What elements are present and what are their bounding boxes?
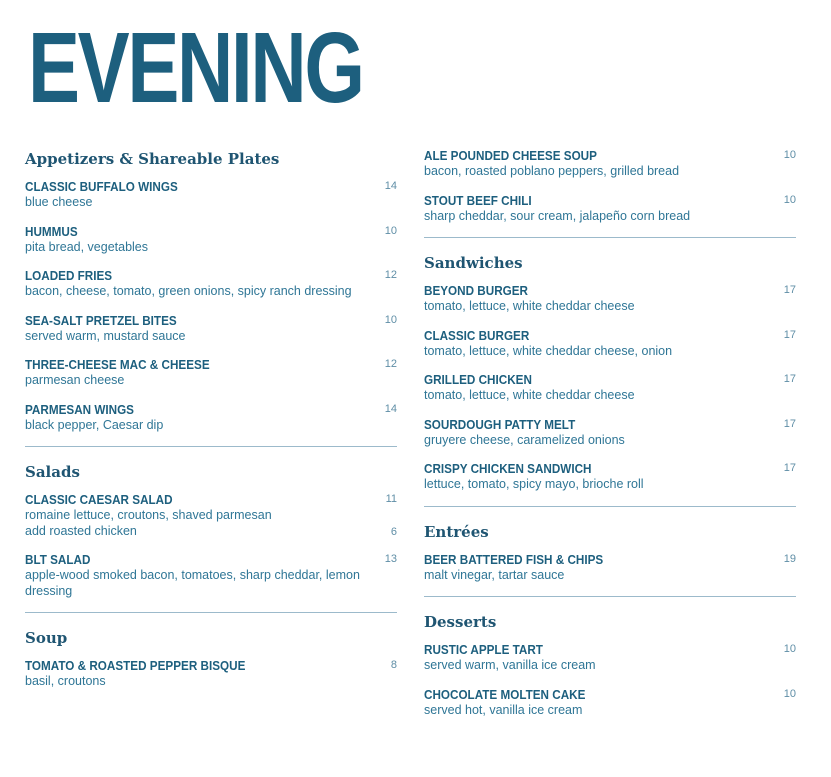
menu-item xyxy=(25,313,397,345)
item-name: CHOCOLATE MOLTEN CAKE xyxy=(424,686,586,702)
item-price: 10 xyxy=(384,313,397,326)
section-divider xyxy=(424,506,796,507)
item-price: 12 xyxy=(384,358,397,370)
section-divider xyxy=(25,446,397,447)
left-column xyxy=(25,148,397,703)
menu-item xyxy=(25,658,397,690)
item-name: PARMESAN WINGS xyxy=(25,401,134,417)
item-name: RUSTIC APPLE TART xyxy=(424,642,543,657)
item-description: pita bread, vegetables xyxy=(25,239,149,254)
menu-item xyxy=(424,328,796,360)
menu-item xyxy=(25,268,397,300)
item-price: 14 xyxy=(384,402,397,415)
item-name: SEA-SALT PRETZEL BITES xyxy=(25,312,177,328)
item-description: malt vinegar, tartar sauce xyxy=(424,567,565,582)
item-name: SOURDOUGH PATTY MELT xyxy=(424,416,576,432)
item-name: BEER BATTERED FISH & CHIPS xyxy=(424,551,604,567)
menu-item xyxy=(424,193,796,225)
item-price: 10 xyxy=(783,643,796,655)
item-price: 8 xyxy=(390,659,397,671)
addon-label: add roasted chicken xyxy=(25,523,137,538)
item-description: parmesan cheese xyxy=(25,373,125,387)
item-description: sharp cheddar, sour cream, jalapeño corn bread xyxy=(424,208,691,223)
item-price: 17 xyxy=(783,328,796,341)
right-column xyxy=(424,148,796,731)
menu-item xyxy=(424,642,796,674)
section-divider xyxy=(424,237,796,238)
item-name: GRILLED CHICKEN xyxy=(424,372,532,387)
item-price: 10 xyxy=(783,687,796,700)
menu-item xyxy=(25,179,397,211)
menu-item xyxy=(25,224,397,256)
item-name: TOMATO & ROASTED PEPPER BISQUE xyxy=(25,658,246,673)
item-name: THREE-CHEESE MAC & CHEESE xyxy=(25,357,210,372)
menu-item xyxy=(424,417,796,449)
item-name: BEYOND BURGER xyxy=(424,283,529,298)
item-description: lettuce, tomato, spicy mayo, brioche roll xyxy=(424,477,644,491)
item-price: 19 xyxy=(783,552,796,565)
menu-item xyxy=(424,461,796,493)
item-description: basil, croutons xyxy=(25,674,106,688)
menu-item xyxy=(25,402,397,434)
item-description: black pepper, Caesar dip xyxy=(25,417,164,432)
item-description: gruyere cheese, caramelized onions xyxy=(424,432,625,447)
item-price: 10 xyxy=(384,224,397,237)
item-description: tomato, lettuce, white cheddar cheese, onion xyxy=(424,343,673,358)
item-description: blue cheese xyxy=(25,195,93,209)
item-description: bacon, roasted poblano peppers, grilled bread xyxy=(424,164,680,178)
item-description: tomato, lettuce, white cheddar cheese xyxy=(424,388,635,402)
addon-price: 6 xyxy=(390,525,397,538)
item-description: tomato, lettuce, white cheddar cheese xyxy=(424,299,635,313)
item-description: served warm, vanilla ice cream xyxy=(424,658,596,672)
section-divider xyxy=(25,612,397,613)
section-heading-desserts: Desserts xyxy=(424,613,497,631)
menu-item xyxy=(424,552,796,584)
item-price: 17 xyxy=(783,373,796,385)
menu-item xyxy=(25,357,397,389)
item-description: served hot, vanilla ice cream xyxy=(424,702,583,717)
section-heading-sandwiches: Sandwiches xyxy=(424,254,523,272)
item-name: CLASSIC CAESAR SALAD xyxy=(25,492,173,507)
section-heading-soup: Soup xyxy=(25,629,68,647)
menu-item xyxy=(424,687,796,719)
item-price: 17 xyxy=(783,462,796,474)
item-description: romaine lettuce, croutons, shaved parmesan xyxy=(25,508,272,522)
item-name: ALE POUNDED CHEESE SOUP xyxy=(424,148,597,163)
item-name: CLASSIC BURGER xyxy=(424,327,530,343)
item-price: 12 xyxy=(384,269,397,281)
section-divider xyxy=(424,596,796,597)
item-price: 11 xyxy=(385,493,397,505)
section-heading-salads: Salads xyxy=(25,463,80,481)
menu-item xyxy=(424,372,796,404)
menu-item xyxy=(25,492,397,539)
item-price: 10 xyxy=(783,149,796,161)
item-price: 13 xyxy=(384,553,397,565)
menu-item xyxy=(25,552,397,599)
menu-item xyxy=(424,283,796,315)
item-price: 17 xyxy=(783,417,796,430)
item-price: 14 xyxy=(384,180,397,192)
menu-item xyxy=(424,148,796,180)
item-name: CRISPY CHICKEN SANDWICH xyxy=(424,461,592,476)
item-price: 17 xyxy=(783,284,796,296)
item-description: bacon, cheese, tomato, green onions, spicy ranch dressing xyxy=(25,284,352,298)
item-description: served warm, mustard sauce xyxy=(25,328,186,343)
menu-title: EVENING xyxy=(28,12,363,124)
item-name: LOADED FRIES xyxy=(25,268,113,283)
item-name: HUMMUS xyxy=(25,223,78,239)
item-description: apple-wood smoked bacon, tomatoes, sharp cheddar, lemon dressing xyxy=(25,568,360,598)
item-name: BLT SALAD xyxy=(25,552,91,567)
section-heading-entrees: Entrées xyxy=(424,522,489,541)
section-heading-appetizers: Appetizers & Shareable Plates xyxy=(25,150,280,168)
item-name: CLASSIC BUFFALO WINGS xyxy=(25,179,178,194)
item-name: STOUT BEEF CHILI xyxy=(424,192,532,208)
item-addon xyxy=(25,524,397,540)
item-price: 10 xyxy=(783,193,796,206)
